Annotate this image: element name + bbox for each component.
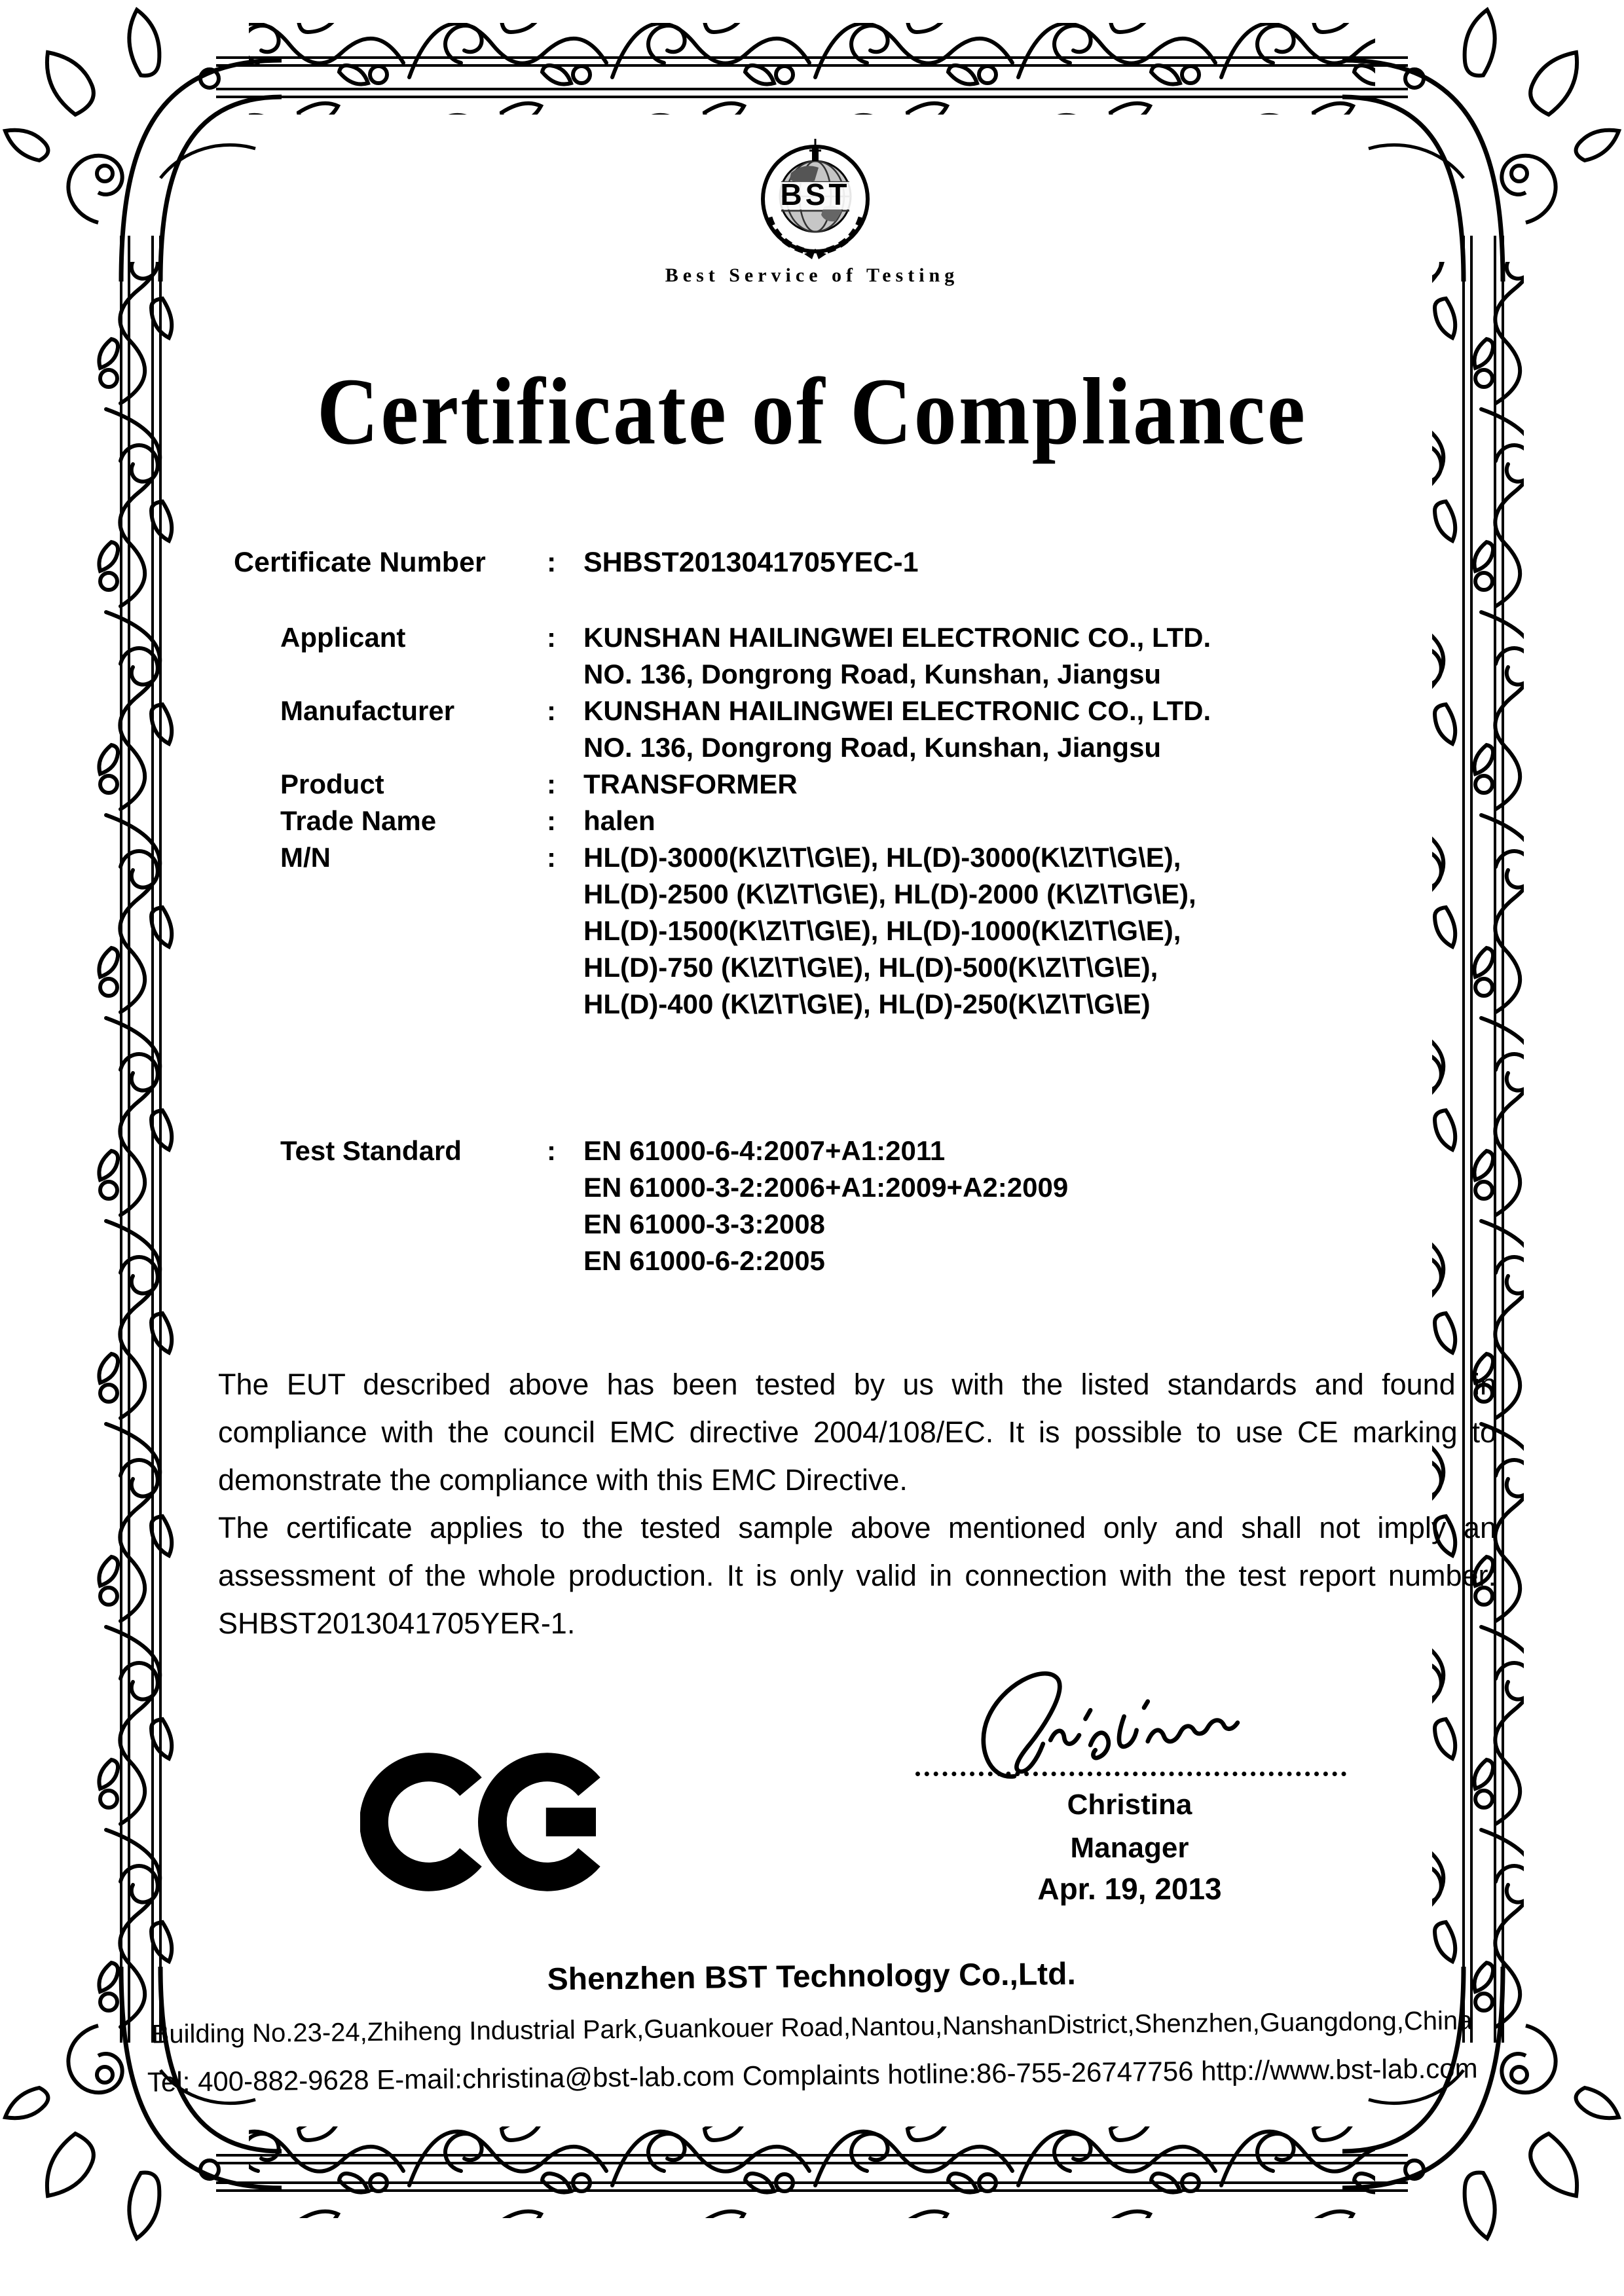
text-line: The EUT described above has been tested by us with the listed standards and found in compliance with the council EMC directive 2004/108/EC. It is possible to use CE marking to demonstrate the compliance with this EMC Directive. [218, 1368, 1496, 1497]
ce-mark-icon [360, 1740, 622, 1904]
value-line: HL(D)-3000(K\Z\T\G\E), HL(D)-3000(K\Z\T\G\E), [583, 842, 1181, 873]
field-value [583, 693, 1439, 766]
field-colon: : [547, 769, 556, 799]
field-colon: : [547, 695, 556, 726]
field-label: Manufacturer [280, 695, 455, 726]
value-line: HL(D)-400 (K\Z\T\G\E), HL(D)-250(K\Z\T\G\E) [583, 989, 1151, 1019]
certificate-number-value: SHBST2013041705YEC-1 [583, 547, 919, 578]
value-line: NO. 136, Dongrong Road, Kunshan, Jiangsu [583, 732, 1162, 763]
footer-contact: Tel: 400-882-9628 E-mail:christina@bst-lab.com Complaints hotline:86-755-26747756 http://www.bst-lab.com [147, 2052, 1478, 2098]
value-line: HL(D)-1500(K\Z\T\G\E), HL(D)-1000(K\Z\T\G\E), [583, 915, 1181, 946]
info-row [280, 619, 1439, 693]
info-row [280, 766, 1439, 803]
field-colon: : [547, 805, 556, 836]
footer [91, 1951, 1533, 2098]
value-line: HL(D)-2500 (K\Z\T\G\E), HL(D)-2000 (K\Z\T\G\E), [583, 879, 1196, 909]
field-colon: : [547, 622, 556, 653]
info-row [280, 839, 1439, 1023]
value-line: EN 61000-6-4:2007+A1:2011 [583, 1135, 946, 1166]
field-value [583, 766, 1439, 803]
test-standard-table [280, 1133, 1439, 1279]
value-line: TRANSFORMER [583, 769, 798, 799]
value-line: EN 61000-3-3:2008 [583, 1209, 825, 1239]
field-label: Product [280, 769, 384, 799]
value-line: KUNSHAN HAILINGWEI ELECTRONIC CO., LTD. [583, 622, 1211, 653]
body-text [218, 1360, 1496, 1647]
field-value [583, 839, 1439, 1023]
certificate-number-row [234, 543, 1412, 581]
value-line: halen [583, 805, 655, 836]
value-line: KUNSHAN HAILINGWEI ELECTRONIC CO., LTD. [583, 695, 1211, 726]
info-table [280, 619, 1439, 1023]
field-colon: : [547, 1135, 556, 1166]
footer-address: Building No.23-24,Zhiheng Industrial Park,Guankouer Road,Nantou,NanshanDistrict,Shenzhen,Guangdong,China [151, 2006, 1473, 2049]
signatory-name: Christina [1067, 1789, 1192, 1821]
value-line: EN 61000-6-2:2005 [583, 1245, 825, 1276]
signature-dotted-line [915, 1728, 1346, 1776]
info-row [280, 693, 1439, 766]
value-line: EN 61000-3-2:2006+A1:2009+A2:2009 [583, 1172, 1069, 1203]
logo-caption: Best Service of Testing [665, 264, 959, 286]
field-colon: : [547, 842, 556, 873]
footer-company: Shenzhen BST Technology Co.,Ltd. [547, 1956, 1077, 1997]
bst-logo [753, 139, 877, 267]
signatory-role: Manager [1070, 1832, 1189, 1864]
field-value [583, 803, 1439, 839]
field-label: M/N [280, 842, 331, 873]
certificate-number-label: Certificate Number [234, 547, 486, 578]
info-row [280, 1133, 1439, 1279]
value-line: NO. 136, Dongrong Road, Kunshan, Jiangsu [583, 659, 1162, 689]
value-line: HL(D)-750 (K\Z\T\G\E), HL(D)-500(K\Z\T\G\E), [583, 952, 1158, 983]
field-value [583, 619, 1439, 693]
field-label: Test Standard [280, 1135, 462, 1166]
field-value [583, 1133, 1439, 1279]
signature-date: Apr. 19, 2013 [1037, 1872, 1222, 1906]
field-label: Applicant [280, 622, 406, 653]
page-title: Certificate of Compliance [316, 358, 1308, 465]
info-row [280, 803, 1439, 839]
bst-logo-initials: BST [780, 177, 851, 211]
field-label: Trade Name [280, 805, 437, 836]
text-line: The certificate applies to the tested sample above mentioned only and shall not imply an assessment of the whole production. It is only valid in connection with the test report number: SHBST2013041705YER-1. [218, 1511, 1496, 1640]
certificate-number-colon: : [547, 547, 557, 578]
